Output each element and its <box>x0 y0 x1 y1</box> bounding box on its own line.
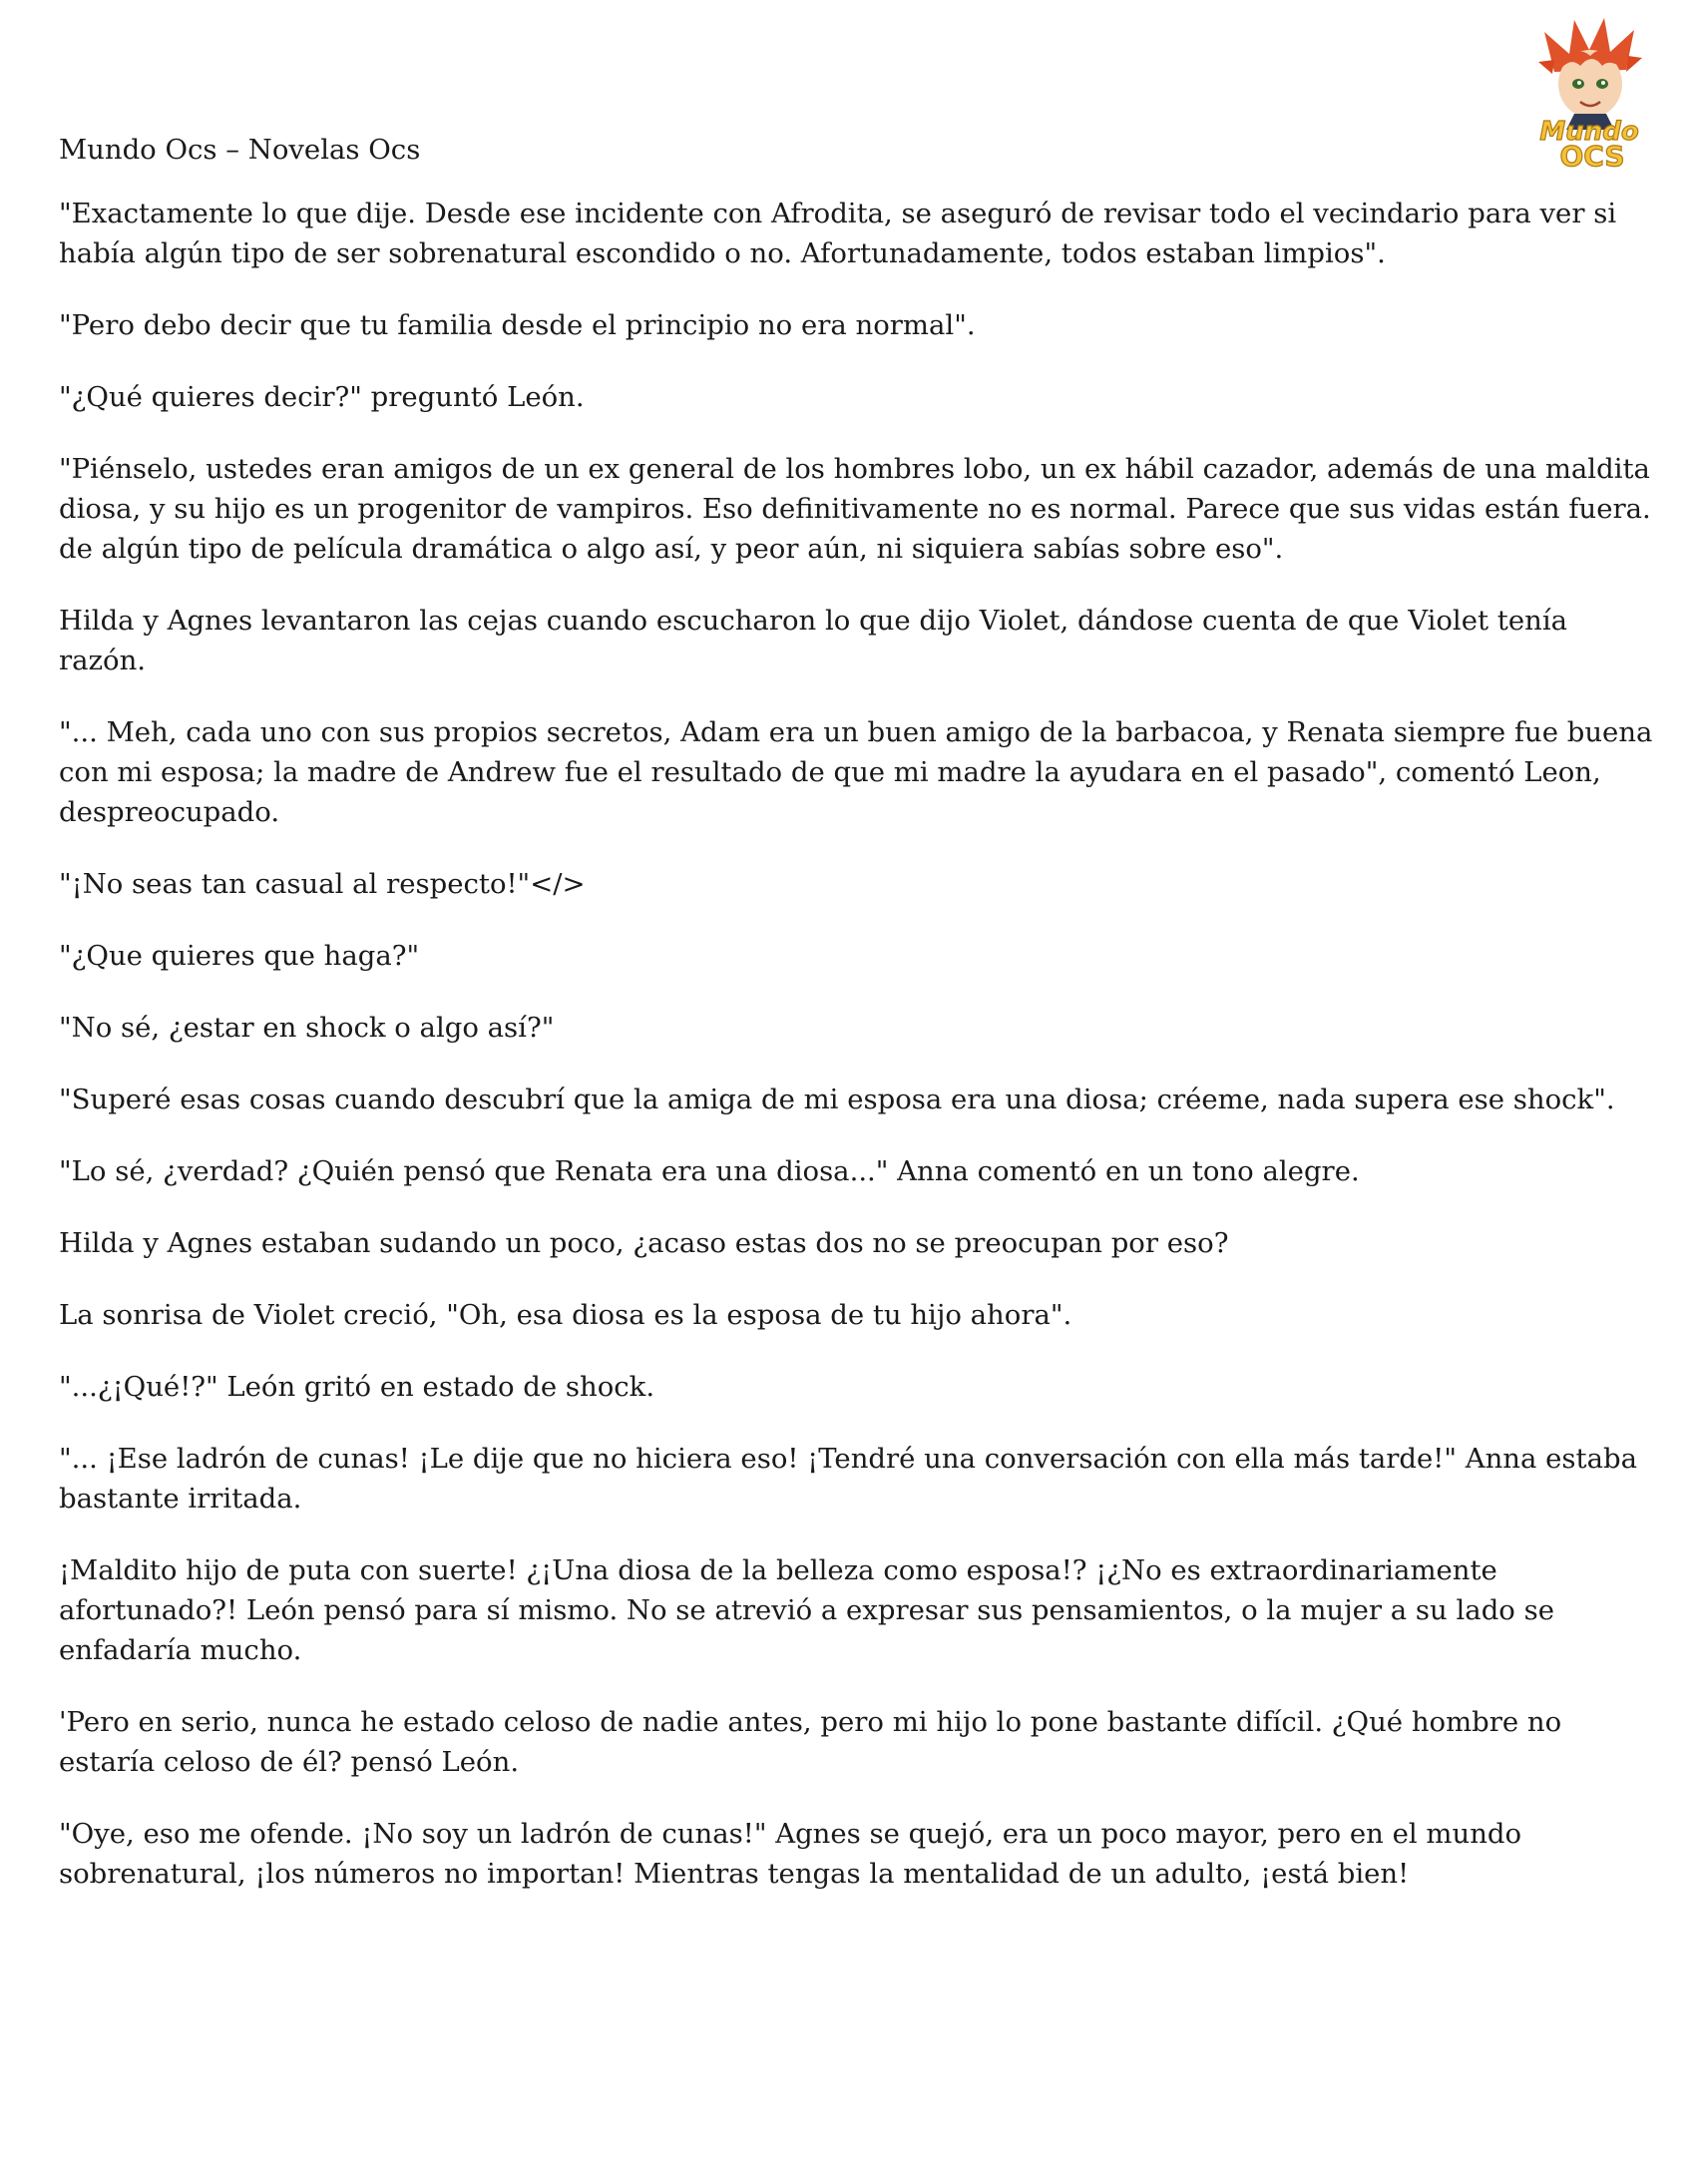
paragraph: "Exactamente lo que dije. Desde ese incidente con Afrodita, se aseguró de revisar todo el vecindario para ver si había algún tipo de ser sobrenatural escondido o no. Afortunadamente, todos estaban limpios". <box>59 198 1617 269</box>
paragraph: 'Pero en serio, nunca he estado celoso de nadie antes, pero mi hijo lo pone bastante difícil. ¿Qué hombre no estaría celoso de él? pensó León. <box>59 1706 1562 1778</box>
paragraph: Hilda y Agnes estaban sudando un poco, ¿acaso estas dos no se preocupan por eso? <box>59 1227 1229 1259</box>
paragraph: "...¿¡Qué!?" León gritó en estado de shock. <box>59 1371 655 1403</box>
paragraph: Hilda y Agnes levantaron las cejas cuando escucharon lo que dijo Violet, dándose cuenta de que Violet tenía razón. <box>59 605 1568 676</box>
logo-text-bottom: OCS <box>1559 140 1625 172</box>
paragraph: "¿Qué quieres decir?" preguntó León. <box>59 381 585 413</box>
paragraph: "Piénselo, ustedes eran amigos de un ex general de los hombres lobo, un ex hábil cazador, además de una maldita diosa, y su hijo es un progenitor de vampiros. Eso definitivamente no es normal. Parece que sus vidas están fuera. de algún tipo de película dramática o algo así, y peor aún, ni siquiera sabías sobre eso". <box>59 453 1651 565</box>
paragraph: "... ¡Ese ladrón de cunas! ¡Le dije que no hiciera eso! ¡Tendré una conversación con ella más tarde!" Anna estaba bastante irritada. <box>59 1443 1637 1515</box>
paragraph: "Oye, eso me ofende. ¡No soy un ladrón de cunas!" Agnes se quejó, era un poco mayor, pero en el mundo sobrenatural, ¡los números no importan! Mientras tengas la mentalidad de un adulto, ¡está bien! <box>59 1818 1522 1890</box>
paragraph: La sonrisa de Violet creció, "Oh, esa diosa es la esposa de tu hijo ahora". <box>59 1299 1072 1331</box>
paragraph: "Superé esas cosas cuando descubrí que la amiga de mi esposa era una diosa; créeme, nada supera ese shock". <box>59 1084 1615 1115</box>
paragraph: "Pero debo decir que tu familia desde el principio no era normal". <box>59 309 976 341</box>
logo-text-top: Mundo <box>1539 117 1639 147</box>
paragraph: "No sé, ¿estar en shock o algo así?" <box>59 1012 555 1044</box>
document-header: Mundo Ocs – Novelas Ocs <box>59 134 421 166</box>
document-body <box>59 130 1655 1926</box>
paragraph: "¡No seas tan casual al respecto!"</> <box>59 868 586 900</box>
paragraph: "¿Que quieres que haga?" <box>59 940 420 972</box>
paragraph: "Lo sé, ¿verdad? ¿Quién pensó que Renata era una diosa..." Anna comentó en un tono alegre. <box>59 1155 1360 1187</box>
paragraph: "... Meh, cada uno con sus propios secretos, Adam era un buen amigo de la barbacoa, y Renata siempre fue buena con mi esposa; la madre de Andrew fue el resultado de que mi madre la ayudara en el pasado", comentó Leon, despreocupado. <box>59 716 1653 828</box>
paragraph: ¡Maldito hijo de puta con suerte! ¿¡Una diosa de la belleza como esposa!? ¡¿No es extraordinariamente afortunado?! León pensó para sí mismo. No se atrevió a expresar sus pensamientos, o la mujer a su lado se enfadaría mucho. <box>59 1554 1554 1666</box>
